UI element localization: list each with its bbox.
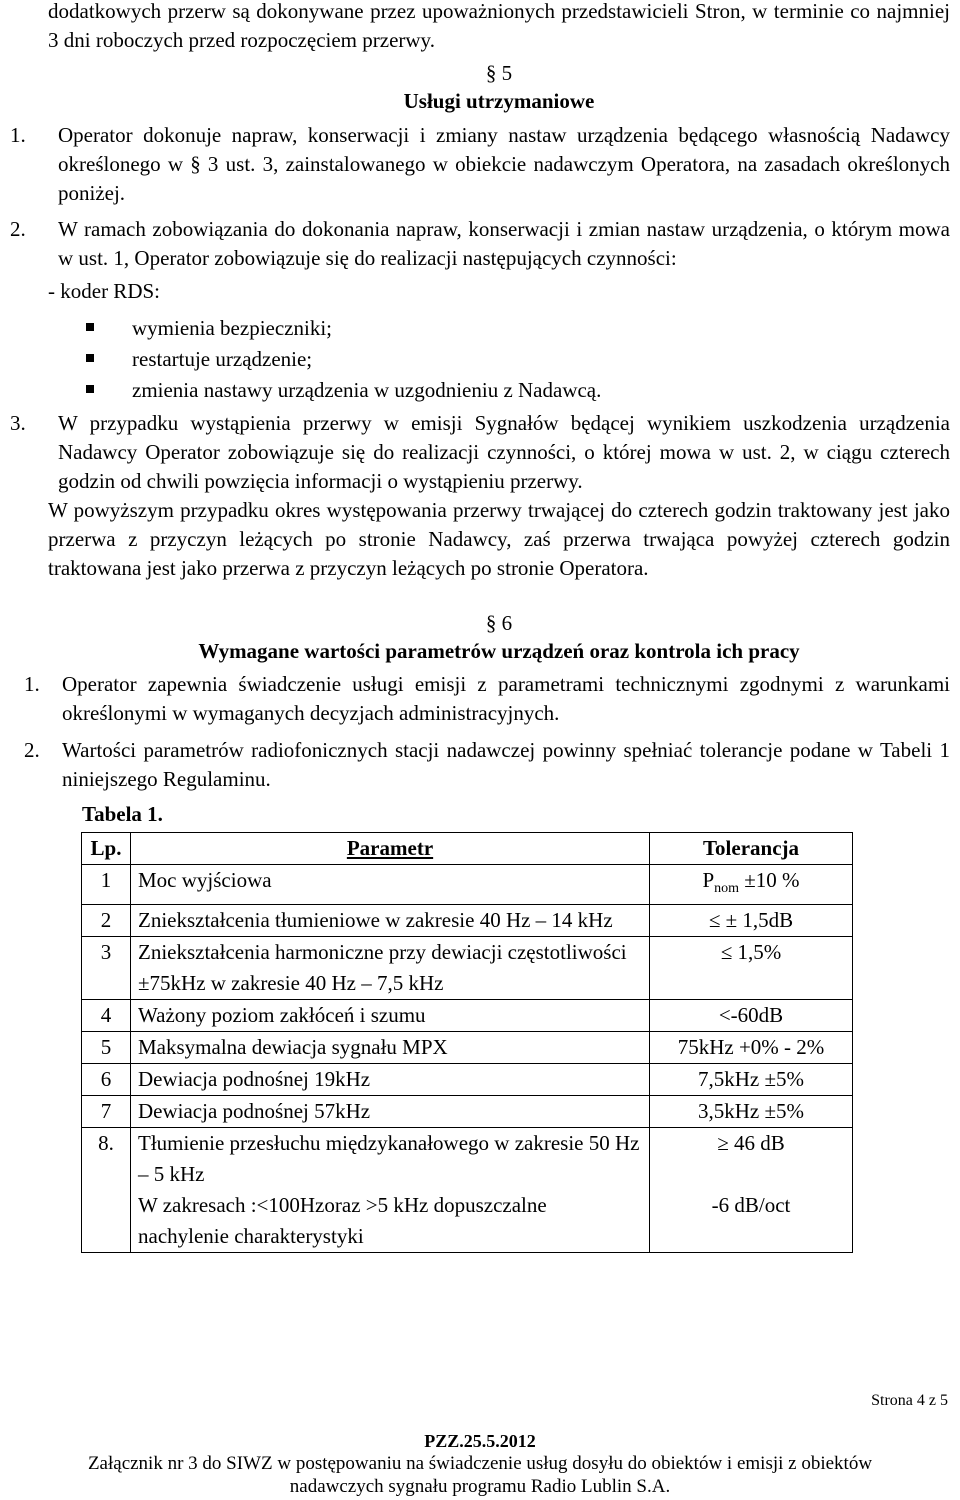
- table-row: 3 Zniekształcenia harmoniczne przy dewiacji częstotliwości ±75kHz w zakresie 40 Hz – 7,5 kHz ≤ 1,5%: [82, 937, 853, 1000]
- section-6-title: Wymagane wartości parametrów urządzeń oraz kontrola ich pracy: [198, 639, 800, 663]
- s6-item-1-num: 1.: [24, 672, 40, 696]
- footer-line-2: nadawczych sygnału programu Radio Lublin S.A.: [289, 1476, 671, 1497]
- bullet-item: zmienia nastawy urządzenia w uzgodnieniu z Nadawcą.: [86, 378, 950, 402]
- table-row: 8. Tłumienie przesłuchu międzykanałowego w zakresie 50 Hz – 5 kHz W zakresach :<100Hzoraz >5 kHz dopuszczalne nachylenie charakterystyki ≥ 46 dB -6 dB/oct: [82, 1128, 853, 1253]
- s6-item-2: [24, 736, 950, 794]
- header-parametr: Parametr: [131, 833, 650, 865]
- s5-item-1: [10, 121, 950, 208]
- s5-item-3-continuation: W powyższym przypadku okres występowania przerwy trwającej do czterech godzin traktowany jest jako przerwa z przyczyn leżących po stronie Nadawcy, zaś przerwa trwająca powyżej czterech godzin traktowana jest jako przerwa z przyczyn leżących po stronie Operatora.: [48, 498, 950, 580]
- s5-item-3: [10, 409, 950, 496]
- bullet-square-icon: [86, 323, 94, 331]
- table-row: 6 Dewiacja podnośnej 19kHz 7,5kHz ±5%: [82, 1064, 853, 1096]
- page-number: Strona 4 z 5: [871, 1392, 948, 1409]
- header-tolerancja: Tolerancja: [650, 833, 853, 865]
- document-page: [10, 0, 950, 1253]
- bullet-list: [48, 316, 950, 402]
- paragraph-intro: dodatkowych przerw są dokonywane przez upoważnionych przedstawicieli Stron, w terminie co najmniej 3 dni roboczych przed rozpoczęciem przerwy.: [48, 0, 950, 52]
- s6-item-2-text: Wartości parametrów radiofonicznych stacji nadawczej powinny spełniać tolerancje podane w Tabeli 1 niniejszego Regulaminu.: [62, 738, 950, 791]
- table-caption: Tabela 1.: [82, 802, 163, 826]
- s6-item-2-num: 2.: [24, 738, 40, 762]
- s5-item-1-num: 1.: [10, 123, 26, 147]
- table-row: 2 Zniekształcenia tłumieniowe w zakresie 40 Hz – 14 kHz ≤ ± 1,5dB: [82, 905, 853, 937]
- table-row: 5 Maksymalna dewiacja sygnału MPX 75kHz +0% - 2%: [82, 1032, 853, 1064]
- s5-item-3-text: W przypadku wystąpienia przerwy w emisji Sygnałów będącej wynikiem uszkodzenia urządzenia Nadawcy Operator zobowiązuje się do realizacji czynności, o której mowa w ust. 2, w ciągu czterech godzin od chwili powzięcia informacji o wystąpieniu przerwy.: [58, 411, 950, 493]
- bullet-item: restartuje urządzenie;: [86, 347, 950, 371]
- section-5-title: Usługi utrzymaniowe: [403, 89, 595, 113]
- bullet-item: wymienia bezpieczniki;: [86, 316, 950, 340]
- bullet-square-icon: [86, 354, 94, 362]
- s5-item-3-num: 3.: [10, 411, 26, 435]
- s5-item-2: [10, 215, 950, 273]
- bullet-square-icon: [86, 385, 94, 393]
- table-row: 4 Ważony poziom zakłóceń i szumu <-60dB: [82, 1000, 853, 1032]
- s6-item-1: [24, 670, 950, 728]
- table-row: 1 Moc wyjściowa $P_{nom} \pm 10$ %: [82, 865, 853, 905]
- s5-item-1-text: Operator dokonuje napraw, konserwacji i zmiany nastaw urządzenia będącego własnością Nadawcy określonego w § 3 ust. 3, zainstalowanego w obiekcie nadawczym Operatora, na zasadach określonych poniżej.: [58, 123, 950, 205]
- parameters-table: [81, 832, 853, 1253]
- footer-line-1: Załącznik nr 3 do SIWZ w postępowaniu na świadczenie usług dosyłu do obiektów i emisji z obiektów: [87, 1453, 873, 1474]
- footer-ref: PZZ.25.5.2012: [424, 1431, 536, 1451]
- section-6-symbol: § 6: [485, 611, 513, 635]
- s5-item-2-num: 2.: [10, 217, 26, 241]
- table-header-row: [82, 833, 853, 865]
- table-row: 7 Dewiacja podnośnej 57kHz 3,5kHz ±5%: [82, 1096, 853, 1128]
- s6-item-1-text: Operator zapewnia świadczenie usługi emisji z parametrami technicznymi zgodnymi z warunkami określonymi w wymaganych decyzjach administracyjnych.: [62, 672, 950, 725]
- header-lp: Lp.: [82, 833, 131, 865]
- s5-item-2-text: W ramach zobowiązania do dokonania napraw, konserwacji i zmian nastaw urządzenia, o którym mowa w ust. 1, Operator zobowiązuje się do realizacji następujących czynności:: [58, 217, 950, 270]
- coder-rds-label: - koder RDS:: [48, 279, 160, 303]
- section-5-symbol: § 5: [485, 61, 513, 85]
